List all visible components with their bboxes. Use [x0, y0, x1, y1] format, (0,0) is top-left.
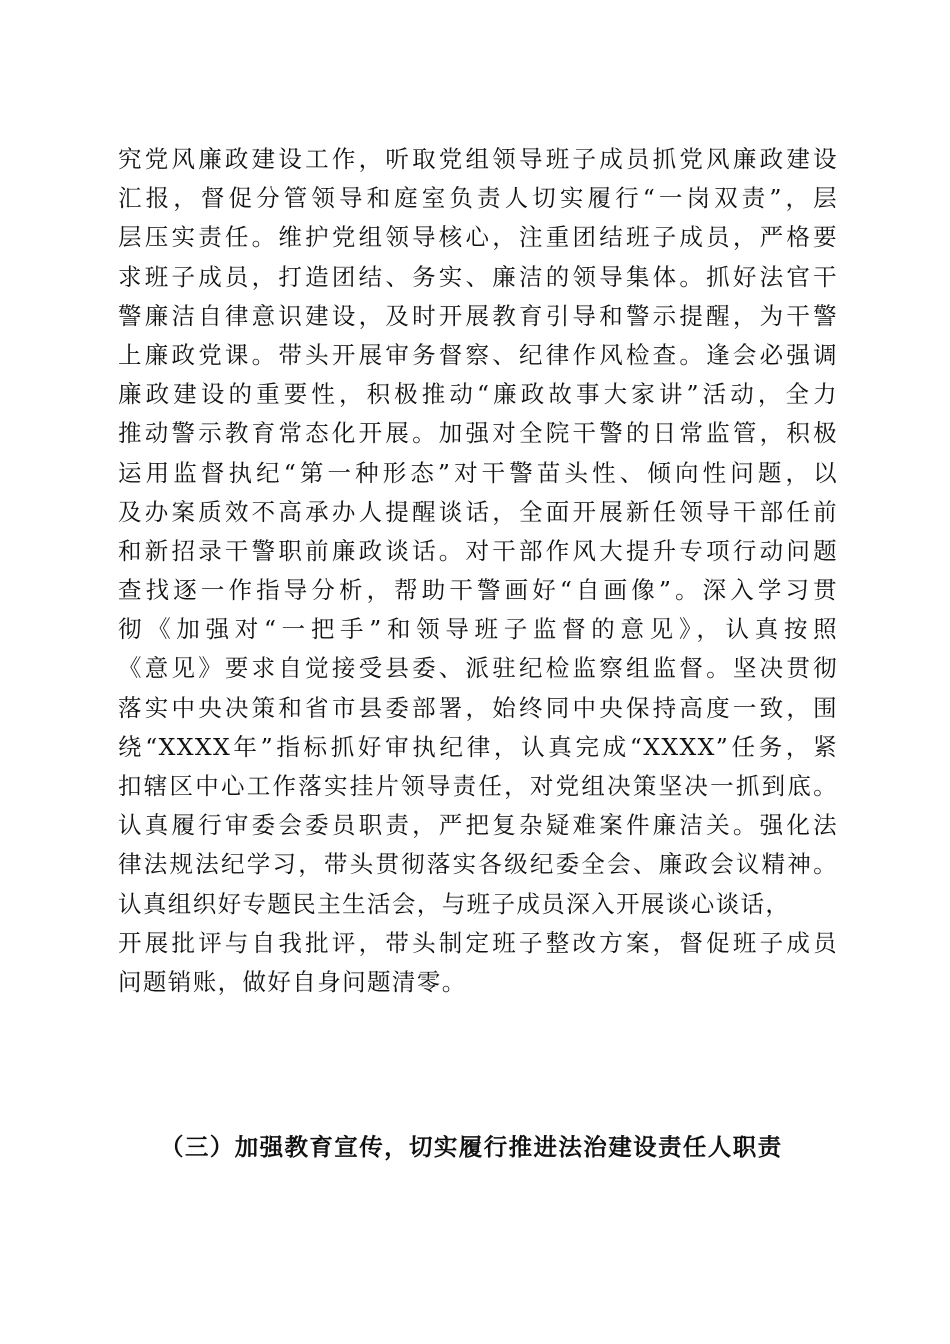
paragraph-line: 查找逐一作指导分析，帮助干警画好“自画像”。深入学习贯 [118, 576, 838, 605]
paragraph-line: 彻《加强对“一把手”和领导班子监督的意见》，认真按照 [118, 615, 838, 644]
paragraph-line: 上廉政党课。带头开展审务督察、纪律作风检查。逢会必强调 [118, 340, 838, 369]
paragraph-line: 廉政建设的重要性，积极推动“廉政故事大家讲”活动，全力 [118, 380, 838, 409]
paragraph-line: 层压实责任。维护党组领导核心，注重团结班子成员，严格要 [118, 223, 838, 252]
paragraph-line: 《意见》要求自觉接受县委、派驻纪检监察组监督。坚决贯彻 [118, 654, 838, 683]
paragraph-line: 和新招录干警职前廉政谈话。对干部作风大提升专项行动问题 [118, 536, 838, 565]
body-paragraph [118, 140, 838, 1002]
paragraph-line: 开展批评与自我批评，带头制定班子整改方案，督促班子成员 [118, 928, 838, 957]
paragraph-line: 求班子成员，打造团结、务实、廉洁的领导集体。抓好法官干 [118, 262, 838, 291]
paragraph-line: 认真组织好专题民主生活会，与班子成员深入开展谈心谈话， [118, 889, 791, 918]
paragraph-line: 及办案质效不高承办人提醒谈话，全面开展新任领导干部任前 [118, 497, 838, 526]
paragraph-line: 认真履行审委会委员职责，严把复杂疑难案件廉洁关。强化法 [118, 811, 838, 840]
paragraph-line: 推动警示教育常态化开展。加强对全院干警的日常监管，积极 [118, 419, 838, 448]
paragraph-line: 律法规法纪学习，带头贯彻落实各级纪委全会、廉政会议精神。 [118, 850, 838, 879]
paragraph-line: 落实中央决策和省市县委部署，始终同中央保持高度一致，围 [118, 693, 838, 722]
paragraph-line: 扣辖区中心工作落实挂片领导责任，对党组决策坚决一抓到底。 [118, 772, 838, 800]
section-heading: （三）加强教育宣传，切实履行推进法治建设责任人职责 [160, 1133, 783, 1161]
paragraph-line: 究党风廉政建设工作，听取党组领导班子成员抓党风廉政建设 [118, 145, 838, 173]
paragraph-line: 运用监督执纪“第一种形态”对干警苗头性、倾向性问题，以 [118, 458, 838, 487]
paragraph-line: 汇报，督促分管领导和庭室负责人切实履行“一岗双责”，层 [118, 184, 838, 213]
paragraph-line: 绕“XXXX年”指标抓好审执纪律，认真完成“XXXX”任务，紧 [118, 732, 838, 761]
paragraph-line: 警廉洁自律意识建设，及时开展教育引导和警示提醒，为干警 [118, 301, 838, 330]
paragraph-line: 问题销账，做好自身问题清零。 [118, 967, 467, 996]
